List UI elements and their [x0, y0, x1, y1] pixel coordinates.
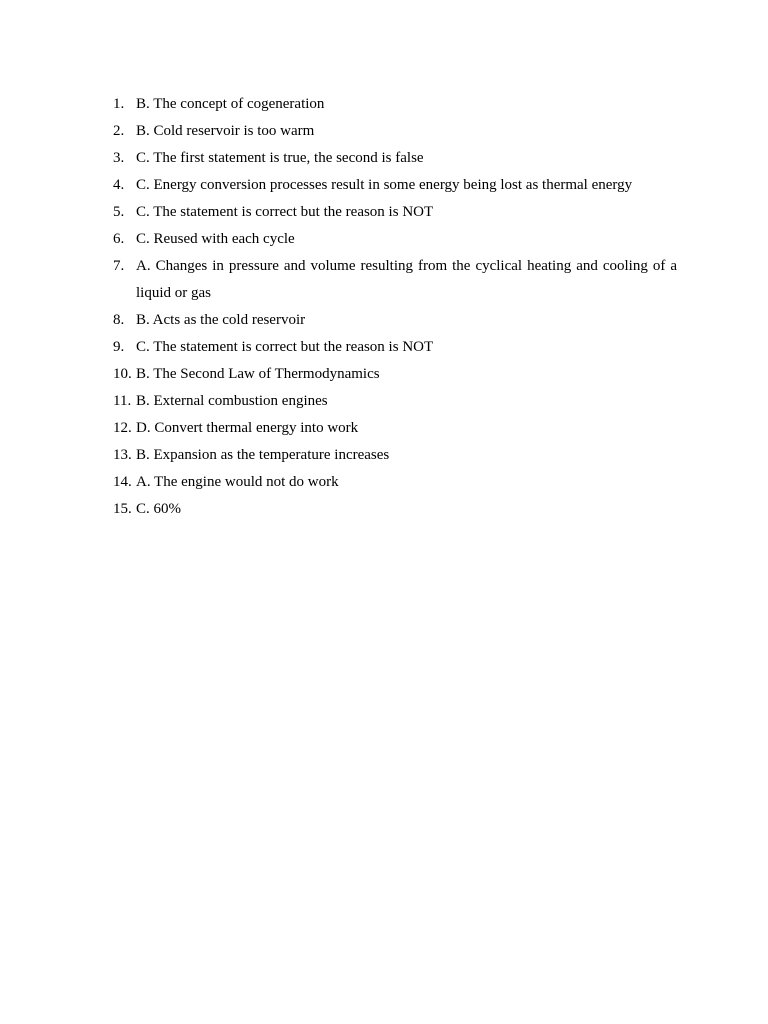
- answer-item: [113, 361, 677, 388]
- answer-text: B. The concept of cogeneration: [136, 96, 325, 112]
- answer-text: C. Energy conversion processes result in some energy being lost as thermal energy: [136, 177, 633, 193]
- answer-item: [113, 145, 677, 172]
- answer-number: 6.: [113, 231, 125, 247]
- answer-text: B. External combustion engines: [136, 393, 328, 409]
- answer-text: C. The statement is correct but the reason is NOT: [136, 204, 434, 220]
- answer-item: [113, 199, 677, 226]
- answer-text: B. Cold reservoir is too warm: [136, 123, 315, 139]
- answer-number: 7.: [113, 258, 125, 274]
- answer-number: 12.: [113, 420, 132, 436]
- answer-item: [113, 334, 677, 361]
- answer-text: C. 60%: [136, 501, 181, 517]
- answer-item: [113, 91, 677, 118]
- answer-number: 8.: [113, 312, 125, 328]
- answer-item: [113, 388, 677, 415]
- answer-item: [113, 469, 677, 496]
- answer-text: C. The statement is correct but the reason is NOT: [136, 339, 434, 355]
- answer-number: 1.: [113, 96, 125, 112]
- answer-item: [113, 307, 677, 334]
- answer-list: [113, 91, 677, 523]
- answer-item: [113, 442, 677, 469]
- answer-number: 5.: [113, 204, 125, 220]
- answer-item: [113, 496, 677, 523]
- answer-text: B. Acts as the cold reservoir: [136, 312, 306, 328]
- answer-number: 15.: [113, 501, 132, 517]
- answer-number: 3.: [113, 150, 125, 166]
- answer-number: 10.: [113, 366, 132, 382]
- answer-text: B. Expansion as the temperature increases: [136, 447, 390, 463]
- answer-item: [113, 118, 677, 145]
- answer-number: 14.: [113, 474, 132, 490]
- answer-item: [113, 226, 677, 253]
- answer-number: 4.: [113, 177, 125, 193]
- answer-item: [113, 415, 677, 442]
- answer-number: 9.: [113, 339, 125, 355]
- answer-number: 11.: [113, 393, 132, 409]
- answer-text: C. The first statement is true, the second is false: [136, 150, 424, 166]
- answer-item: [113, 172, 677, 199]
- answer-text: A. The engine would not do work: [136, 474, 339, 490]
- answer-text: D. Convert thermal energy into work: [136, 420, 359, 436]
- answer-item: [113, 253, 677, 307]
- answer-number: 2.: [113, 123, 125, 139]
- answer-number: 13.: [113, 447, 132, 463]
- answer-text: A. Changes in pressure and volume resulting from the cyclical heating and cooling of a liquid or gas: [136, 258, 677, 301]
- answer-text: B. The Second Law of Thermodynamics: [136, 366, 380, 382]
- answer-text: C. Reused with each cycle: [136, 231, 295, 247]
